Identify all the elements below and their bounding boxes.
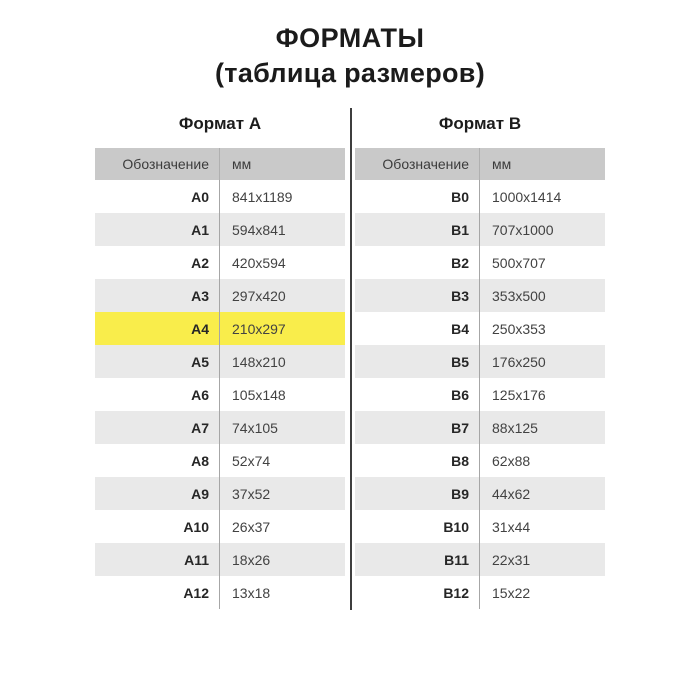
designation-cell: B6 — [355, 378, 480, 411]
table-row-b5 — [355, 345, 605, 378]
column-header-designation: Обозначение — [95, 148, 220, 180]
size-mm-cell: 594x841 — [232, 221, 286, 238]
page-title: ФОРМАТЫ — [275, 23, 425, 53]
vertical-divider — [350, 108, 352, 610]
table-row-b0 — [355, 180, 605, 213]
format-b-section-title: Формат В — [438, 114, 522, 133]
format-b-section — [355, 110, 605, 609]
table-row-b12 — [355, 576, 605, 609]
format-a-section — [95, 110, 345, 609]
designation-cell: A6 — [95, 378, 220, 411]
table-row-b4 — [355, 312, 605, 345]
size-mm-cell: 148x210 — [232, 353, 286, 370]
size-mm-cell: 105x148 — [232, 386, 286, 403]
size-mm-cell: 44x62 — [492, 485, 531, 502]
size-mm-cell: 74x105 — [232, 419, 278, 436]
table-header-row — [355, 148, 605, 180]
table-row-b9 — [355, 477, 605, 510]
designation-cell: B0 — [355, 180, 480, 213]
designation-cell: A11 — [95, 543, 220, 576]
page-subtitle: (таблица размеров) — [215, 58, 485, 88]
size-mm-cell: 62x88 — [492, 452, 531, 469]
table-row-a6 — [95, 378, 345, 411]
designation-cell: B7 — [355, 411, 480, 444]
table-row-a12 — [95, 576, 345, 609]
table-row-a1 — [95, 213, 345, 246]
designation-cell: A12 — [95, 576, 220, 609]
title-block — [0, 21, 700, 91]
designation-cell: B8 — [355, 444, 480, 477]
designation-cell: B3 — [355, 279, 480, 312]
designation-cell: B10 — [355, 510, 480, 543]
size-mm-cell: 31x44 — [492, 518, 531, 535]
format-b-table — [355, 148, 605, 609]
designation-cell: B2 — [355, 246, 480, 279]
size-mm-cell: 500x707 — [492, 254, 546, 271]
size-mm-cell: 22x31 — [492, 551, 531, 568]
designation-cell: A10 — [95, 510, 220, 543]
table-row-a11 — [95, 543, 345, 576]
table-row-b1 — [355, 213, 605, 246]
table-row-a9 — [95, 477, 345, 510]
table-row-b8 — [355, 444, 605, 477]
table-row-b10 — [355, 510, 605, 543]
designation-cell: A2 — [95, 246, 220, 279]
size-mm-cell: 210x297 — [232, 320, 286, 337]
size-mm-cell: 420x594 — [232, 254, 286, 271]
designation-cell: A0 — [95, 180, 220, 213]
format-a-table — [95, 148, 345, 609]
table-row-a3 — [95, 279, 345, 312]
size-mm-cell: 18x26 — [232, 551, 271, 568]
size-mm-cell: 353x500 — [492, 287, 546, 304]
table-row-a7 — [95, 411, 345, 444]
size-mm-cell: 13x18 — [232, 584, 271, 601]
size-mm-cell: 297x420 — [232, 287, 286, 304]
size-mm-cell: 15x22 — [492, 584, 531, 601]
designation-cell: B4 — [355, 312, 480, 345]
table-row-b2 — [355, 246, 605, 279]
table-row-a5 — [95, 345, 345, 378]
table-row-a10 — [95, 510, 345, 543]
designation-cell: A1 — [95, 213, 220, 246]
designation-cell: A7 — [95, 411, 220, 444]
table-row-b7 — [355, 411, 605, 444]
designation-cell: A3 — [95, 279, 220, 312]
designation-cell: A9 — [95, 477, 220, 510]
size-mm-cell: 88x125 — [492, 419, 538, 436]
designation-cell: B5 — [355, 345, 480, 378]
size-mm-cell: 125x176 — [492, 386, 546, 403]
table-row-b3 — [355, 279, 605, 312]
size-mm-cell: 176x250 — [492, 353, 546, 370]
table-row-b6 — [355, 378, 605, 411]
column-header-designation: Обозначение — [355, 148, 480, 180]
format-a-section-title: Формат А — [178, 114, 262, 133]
size-mm-cell: 37x52 — [232, 485, 271, 502]
designation-cell: B1 — [355, 213, 480, 246]
table-row-a0 — [95, 180, 345, 213]
column-header-mm: мм — [492, 156, 512, 172]
size-mm-cell: 1000x1414 — [492, 188, 562, 205]
table-row-a2 — [95, 246, 345, 279]
size-mm-cell: 250x353 — [492, 320, 546, 337]
designation-cell: A4 — [95, 312, 220, 345]
designation-cell: A5 — [95, 345, 220, 378]
size-mm-cell: 841x1189 — [232, 188, 293, 205]
table-header-row — [95, 148, 345, 180]
table-row-a8 — [95, 444, 345, 477]
table-row-a4 — [95, 312, 345, 345]
size-mm-cell: 707x1000 — [492, 221, 554, 238]
size-mm-cell: 52x74 — [232, 452, 271, 469]
designation-cell: A8 — [95, 444, 220, 477]
size-mm-cell: 26x37 — [232, 518, 271, 535]
column-header-mm: мм — [232, 156, 252, 172]
designation-cell: B12 — [355, 576, 480, 609]
designation-cell: B11 — [355, 543, 480, 576]
table-row-b11 — [355, 543, 605, 576]
designation-cell: B9 — [355, 477, 480, 510]
